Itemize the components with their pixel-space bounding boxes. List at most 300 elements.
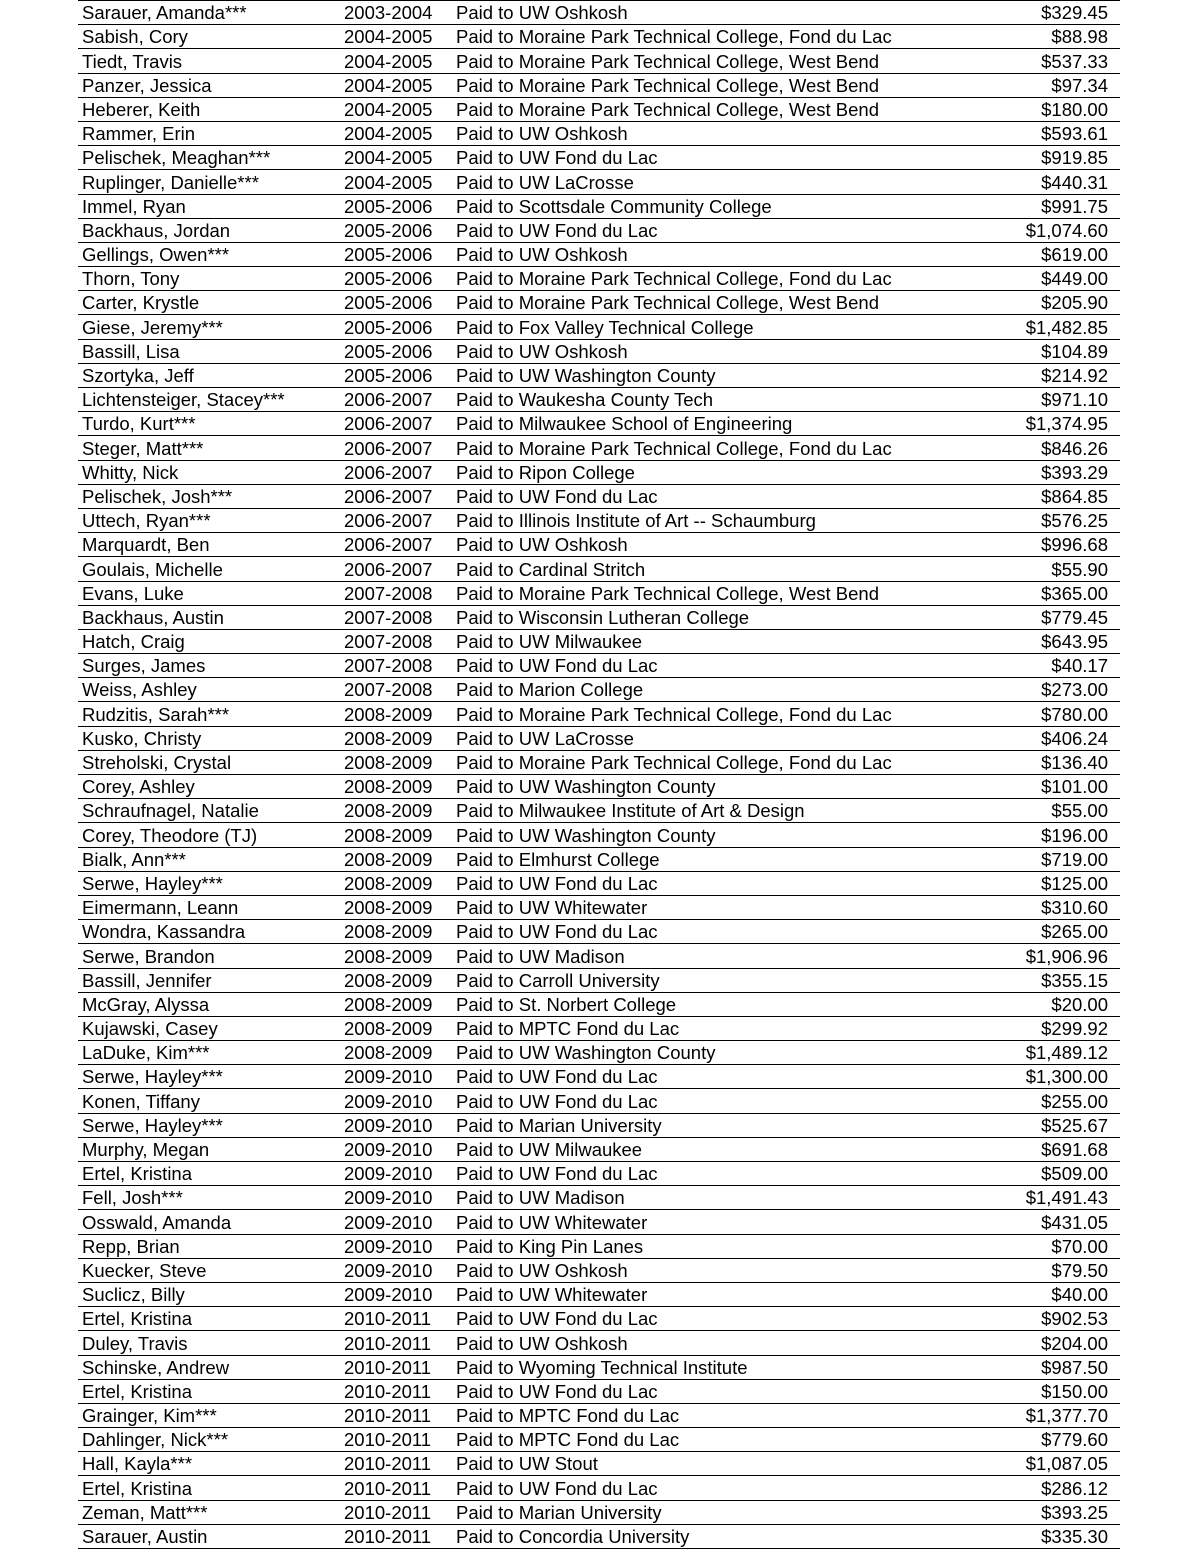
- table-row: [78, 847, 1120, 871]
- payment-amount: $97.34: [976, 73, 1120, 97]
- school-year: 2010-2011: [340, 1355, 452, 1379]
- table-row: [78, 1, 1120, 25]
- table-row: [78, 1379, 1120, 1403]
- payment-description: Paid to UW Oshkosh: [452, 533, 976, 557]
- recipient-name: Grainger, Kim***: [78, 1403, 340, 1427]
- school-year: 2004-2005: [340, 170, 452, 194]
- table-row: [78, 218, 1120, 242]
- table-row: [78, 146, 1120, 170]
- payment-amount: $20.00: [976, 992, 1120, 1016]
- table-row: [78, 267, 1120, 291]
- recipient-name: Panzer, Jessica: [78, 73, 340, 97]
- table-row: [78, 291, 1120, 315]
- payment-description: Paid to UW Fond du Lac: [452, 218, 976, 242]
- table-row: [78, 1210, 1120, 1234]
- payment-description: Paid to UW Washington County: [452, 823, 976, 847]
- payment-amount: $355.15: [976, 968, 1120, 992]
- recipient-name: Steger, Matt***: [78, 436, 340, 460]
- payment-amount: $286.12: [976, 1476, 1120, 1500]
- payment-amount: $310.60: [976, 895, 1120, 919]
- payment-amount: $691.68: [976, 1137, 1120, 1161]
- payment-amount: $1,482.85: [976, 315, 1120, 339]
- payment-amount: $273.00: [976, 678, 1120, 702]
- payment-description: Paid to Moraine Park Technical College, West Bend: [452, 291, 976, 315]
- table-row: [78, 315, 1120, 339]
- table-row: [78, 484, 1120, 508]
- payment-amount: $996.68: [976, 533, 1120, 557]
- recipient-name: Konen, Tiffany: [78, 1089, 340, 1113]
- table-row: [78, 170, 1120, 194]
- recipient-name: Bassill, Jennifer: [78, 968, 340, 992]
- payment-description: Paid to UW Whitewater: [452, 895, 976, 919]
- recipient-name: Surges, James: [78, 654, 340, 678]
- school-year: 2006-2007: [340, 484, 452, 508]
- recipient-name: Serwe, Brandon: [78, 944, 340, 968]
- school-year: 2004-2005: [340, 49, 452, 73]
- table-row: [78, 1282, 1120, 1306]
- school-year: 2008-2009: [340, 799, 452, 823]
- payment-description: Paid to UW Whitewater: [452, 1210, 976, 1234]
- payment-description: Paid to UW Washington County: [452, 1041, 976, 1065]
- payment-amount: $180.00: [976, 97, 1120, 121]
- recipient-name: Kujawski, Casey: [78, 1016, 340, 1040]
- table-row: [78, 1065, 1120, 1089]
- table-row: [78, 1258, 1120, 1282]
- payment-description: Paid to Moraine Park Technical College, West Bend: [452, 581, 976, 605]
- table-row: [78, 97, 1120, 121]
- payment-description: Paid to Moraine Park Technical College, Fond du Lac: [452, 267, 976, 291]
- school-year: 2009-2010: [340, 1089, 452, 1113]
- payment-description: Paid to Wisconsin Lutheran College: [452, 605, 976, 629]
- table-row: [78, 533, 1120, 557]
- payment-description: Paid to UW Fond du Lac: [452, 1089, 976, 1113]
- school-year: 2008-2009: [340, 895, 452, 919]
- recipient-name: Szortyka, Jeff: [78, 363, 340, 387]
- payment-description: Paid to UW Oshkosh: [452, 242, 976, 266]
- payment-amount: $1,374.95: [976, 412, 1120, 436]
- school-year: 2005-2006: [340, 291, 452, 315]
- recipient-name: Bialk, Ann***: [78, 847, 340, 871]
- payment-amount: $1,074.60: [976, 218, 1120, 242]
- table-row: [78, 702, 1120, 726]
- school-year: 2006-2007: [340, 460, 452, 484]
- recipient-name: Dahlinger, Nick***: [78, 1428, 340, 1452]
- payment-description: Paid to Waukesha County Tech: [452, 388, 976, 412]
- payment-amount: $196.00: [976, 823, 1120, 847]
- table-row: [78, 605, 1120, 629]
- recipient-name: Ertel, Kristina: [78, 1379, 340, 1403]
- school-year: 2008-2009: [340, 920, 452, 944]
- recipient-name: Pelischek, Josh***: [78, 484, 340, 508]
- payment-description: Paid to UW Fond du Lac: [452, 1162, 976, 1186]
- school-year: 2010-2011: [340, 1379, 452, 1403]
- recipient-name: Carter, Krystle: [78, 291, 340, 315]
- school-year: 2010-2011: [340, 1500, 452, 1524]
- payment-description: Paid to UW Oshkosh: [452, 121, 976, 145]
- payment-description: Paid to Fox Valley Technical College: [452, 315, 976, 339]
- payment-description: Paid to UW Fond du Lac: [452, 920, 976, 944]
- recipient-name: Hatch, Craig: [78, 629, 340, 653]
- school-year: 2006-2007: [340, 412, 452, 436]
- recipient-name: Serwe, Hayley***: [78, 1065, 340, 1089]
- school-year: 2008-2009: [340, 1041, 452, 1065]
- school-year: 2005-2006: [340, 339, 452, 363]
- school-year: 2009-2010: [340, 1113, 452, 1137]
- table-row: [78, 557, 1120, 581]
- payment-amount: $329.45: [976, 1, 1120, 25]
- recipient-name: Uttech, Ryan***: [78, 508, 340, 532]
- school-year: 2008-2009: [340, 871, 452, 895]
- school-year: 2004-2005: [340, 25, 452, 49]
- recipient-name: Heberer, Keith: [78, 97, 340, 121]
- recipient-name: Rammer, Erin: [78, 121, 340, 145]
- payment-amount: $864.85: [976, 484, 1120, 508]
- payment-amount: $70.00: [976, 1234, 1120, 1258]
- school-year: 2006-2007: [340, 508, 452, 532]
- payment-description: Paid to Moraine Park Technical College, West Bend: [452, 73, 976, 97]
- school-year: 2005-2006: [340, 315, 452, 339]
- table-row: [78, 508, 1120, 532]
- school-year: 2007-2008: [340, 581, 452, 605]
- payment-amount: $1,377.70: [976, 1403, 1120, 1427]
- school-year: 2008-2009: [340, 775, 452, 799]
- table-row: [78, 799, 1120, 823]
- school-year: 2010-2011: [340, 1331, 452, 1355]
- school-year: 2009-2010: [340, 1258, 452, 1282]
- table-row: [78, 412, 1120, 436]
- recipient-name: Gellings, Owen***: [78, 242, 340, 266]
- payment-description: Paid to Scottsdale Community College: [452, 194, 976, 218]
- table-row: [78, 1041, 1120, 1065]
- payment-amount: $365.00: [976, 581, 1120, 605]
- recipient-name: Ertel, Kristina: [78, 1307, 340, 1331]
- payment-description: Paid to UW Fond du Lac: [452, 871, 976, 895]
- payment-amount: $643.95: [976, 629, 1120, 653]
- payment-description: Paid to UW Fond du Lac: [452, 1476, 976, 1500]
- recipient-name: Giese, Jeremy***: [78, 315, 340, 339]
- recipient-name: Lichtensteiger, Stacey***: [78, 388, 340, 412]
- school-year: 2007-2008: [340, 654, 452, 678]
- payment-description: Paid to UW LaCrosse: [452, 170, 976, 194]
- recipient-name: Sabish, Cory: [78, 25, 340, 49]
- payment-description: Paid to MPTC Fond du Lac: [452, 1016, 976, 1040]
- recipient-name: Evans, Luke: [78, 581, 340, 605]
- recipient-name: Turdo, Kurt***: [78, 412, 340, 436]
- table-row: [78, 726, 1120, 750]
- payment-description: Paid to Marian University: [452, 1113, 976, 1137]
- payment-amount: $902.53: [976, 1307, 1120, 1331]
- school-year: 2004-2005: [340, 97, 452, 121]
- recipient-name: Tiedt, Travis: [78, 49, 340, 73]
- school-year: 2005-2006: [340, 267, 452, 291]
- payment-description: Paid to Marion College: [452, 678, 976, 702]
- payment-description: Paid to UW Oshkosh: [452, 1331, 976, 1355]
- payment-amount: $449.00: [976, 267, 1120, 291]
- payment-amount: $537.33: [976, 49, 1120, 73]
- table-row: [78, 775, 1120, 799]
- school-year: 2004-2005: [340, 121, 452, 145]
- table-row: [78, 388, 1120, 412]
- payment-description: Paid to Milwaukee Institute of Art & Design: [452, 799, 976, 823]
- table-row: [78, 194, 1120, 218]
- school-year: 2008-2009: [340, 968, 452, 992]
- payment-description: Paid to Moraine Park Technical College, Fond du Lac: [452, 702, 976, 726]
- payment-amount: $125.00: [976, 871, 1120, 895]
- payment-amount: $991.75: [976, 194, 1120, 218]
- payment-amount: $1,491.43: [976, 1186, 1120, 1210]
- recipient-name: Schinske, Andrew: [78, 1355, 340, 1379]
- payment-description: Paid to UW Oshkosh: [452, 1258, 976, 1282]
- payment-amount: $55.00: [976, 799, 1120, 823]
- school-year: 2009-2010: [340, 1065, 452, 1089]
- payment-description: Paid to UW Oshkosh: [452, 1, 976, 25]
- table-row: [78, 1500, 1120, 1524]
- recipient-name: Suclicz, Billy: [78, 1282, 340, 1306]
- table-row: [78, 1162, 1120, 1186]
- table-row: [78, 363, 1120, 387]
- payment-amount: $88.98: [976, 25, 1120, 49]
- payment-description: Paid to UW Stout: [452, 1452, 976, 1476]
- payment-description: Paid to Moraine Park Technical College, Fond du Lac: [452, 25, 976, 49]
- payment-amount: $593.61: [976, 121, 1120, 145]
- table-row: [78, 750, 1120, 774]
- payment-amount: $205.90: [976, 291, 1120, 315]
- payment-amount: $150.00: [976, 1379, 1120, 1403]
- payment-description: Paid to UW Washington County: [452, 775, 976, 799]
- school-year: 2010-2011: [340, 1428, 452, 1452]
- payment-description: Paid to UW Washington County: [452, 363, 976, 387]
- payment-description: Paid to Carroll University: [452, 968, 976, 992]
- school-year: 2007-2008: [340, 678, 452, 702]
- school-year: 2008-2009: [340, 944, 452, 968]
- table-row: [78, 436, 1120, 460]
- payment-description: Paid to Moraine Park Technical College, West Bend: [452, 97, 976, 121]
- table-row: [78, 678, 1120, 702]
- table-row: [78, 460, 1120, 484]
- payment-amount: $79.50: [976, 1258, 1120, 1282]
- recipient-name: Serwe, Hayley***: [78, 871, 340, 895]
- recipient-name: Bassill, Lisa: [78, 339, 340, 363]
- school-year: 2009-2010: [340, 1282, 452, 1306]
- payment-amount: $406.24: [976, 726, 1120, 750]
- school-year: 2007-2008: [340, 629, 452, 653]
- recipient-name: Rudzitis, Sarah***: [78, 702, 340, 726]
- table-row: [78, 629, 1120, 653]
- recipient-name: Corey, Theodore (TJ): [78, 823, 340, 847]
- table-row: [78, 581, 1120, 605]
- recipient-name: Backhaus, Jordan: [78, 218, 340, 242]
- payment-amount: $779.45: [976, 605, 1120, 629]
- payment-amount: $919.85: [976, 146, 1120, 170]
- school-year: 2004-2005: [340, 146, 452, 170]
- recipient-name: Murphy, Megan: [78, 1137, 340, 1161]
- payment-description: Paid to St. Norbert College: [452, 992, 976, 1016]
- payment-amount: $393.25: [976, 1500, 1120, 1524]
- table-row: [78, 823, 1120, 847]
- payment-description: Paid to Milwaukee School of Engineering: [452, 412, 976, 436]
- school-year: 2009-2010: [340, 1137, 452, 1161]
- recipient-name: Kuecker, Steve: [78, 1258, 340, 1282]
- table-row: [78, 1089, 1120, 1113]
- payment-amount: $214.92: [976, 363, 1120, 387]
- payment-description: Paid to Moraine Park Technical College, West Bend: [452, 49, 976, 73]
- recipient-name: Serwe, Hayley***: [78, 1113, 340, 1137]
- school-year: 2006-2007: [340, 533, 452, 557]
- recipient-name: Corey, Ashley: [78, 775, 340, 799]
- payment-amount: $440.31: [976, 170, 1120, 194]
- payment-description: Paid to UW Madison: [452, 1186, 976, 1210]
- table-row: [78, 1137, 1120, 1161]
- school-year: 2007-2008: [340, 605, 452, 629]
- table-row: [78, 1016, 1120, 1040]
- table-row: [78, 920, 1120, 944]
- payment-amount: $525.67: [976, 1113, 1120, 1137]
- payment-amount: $55.90: [976, 557, 1120, 581]
- table-row: [78, 1234, 1120, 1258]
- table-row: [78, 654, 1120, 678]
- recipient-name: Repp, Brian: [78, 1234, 340, 1258]
- table-row: [78, 1186, 1120, 1210]
- recipient-name: Immel, Ryan: [78, 194, 340, 218]
- payment-description: Paid to UW Madison: [452, 944, 976, 968]
- payment-description: Paid to Wyoming Technical Institute: [452, 1355, 976, 1379]
- recipient-name: Osswald, Amanda: [78, 1210, 340, 1234]
- school-year: 2010-2011: [340, 1476, 452, 1500]
- table-row: [78, 1355, 1120, 1379]
- table-row: [78, 1476, 1120, 1500]
- payment-description: Paid to MPTC Fond du Lac: [452, 1428, 976, 1452]
- school-year: 2004-2005: [340, 73, 452, 97]
- school-year: 2008-2009: [340, 726, 452, 750]
- table-row: [78, 49, 1120, 73]
- table-row: [78, 1113, 1120, 1137]
- recipient-name: Ertel, Kristina: [78, 1476, 340, 1500]
- payment-description: Paid to Marian University: [452, 1500, 976, 1524]
- payment-description: Paid to Illinois Institute of Art -- Schaumburg: [452, 508, 976, 532]
- recipient-name: Zeman, Matt***: [78, 1500, 340, 1524]
- table-row: [78, 871, 1120, 895]
- school-year: 2005-2006: [340, 363, 452, 387]
- recipient-name: Marquardt, Ben: [78, 533, 340, 557]
- payment-description: Paid to King Pin Lanes: [452, 1234, 976, 1258]
- recipient-name: Weiss, Ashley: [78, 678, 340, 702]
- payment-description: Paid to Moraine Park Technical College, Fond du Lac: [452, 436, 976, 460]
- payment-amount: $335.30: [976, 1524, 1120, 1548]
- recipient-name: Fell, Josh***: [78, 1186, 340, 1210]
- payment-amount: $431.05: [976, 1210, 1120, 1234]
- payment-description: Paid to UW Fond du Lac: [452, 654, 976, 678]
- recipient-name: Eimermann, Leann: [78, 895, 340, 919]
- school-year: 2005-2006: [340, 194, 452, 218]
- recipient-name: Pelischek, Meaghan***: [78, 146, 340, 170]
- school-year: 2009-2010: [340, 1210, 452, 1234]
- school-year: 2006-2007: [340, 436, 452, 460]
- school-year: 2008-2009: [340, 750, 452, 774]
- payment-amount: $255.00: [976, 1089, 1120, 1113]
- table-row: [78, 1452, 1120, 1476]
- school-year: 2005-2006: [340, 242, 452, 266]
- school-year: 2009-2010: [340, 1162, 452, 1186]
- table-row: [78, 242, 1120, 266]
- recipient-name: Ertel, Kristina: [78, 1162, 340, 1186]
- payment-amount: $1,906.96: [976, 944, 1120, 968]
- table-row: [78, 895, 1120, 919]
- payment-amount: $846.26: [976, 436, 1120, 460]
- payment-description: Paid to UW Milwaukee: [452, 1137, 976, 1161]
- school-year: 2010-2011: [340, 1452, 452, 1476]
- payment-description: Paid to UW LaCrosse: [452, 726, 976, 750]
- payment-amount: $576.25: [976, 508, 1120, 532]
- payment-description: Paid to Ripon College: [452, 460, 976, 484]
- recipient-name: Thorn, Tony: [78, 267, 340, 291]
- table-row: [78, 992, 1120, 1016]
- recipient-name: LaDuke, Kim***: [78, 1041, 340, 1065]
- school-year: 2008-2009: [340, 702, 452, 726]
- table-row: [78, 73, 1120, 97]
- recipient-name: Kusko, Christy: [78, 726, 340, 750]
- payment-amount: $1,087.05: [976, 1452, 1120, 1476]
- recipient-name: Sarauer, Amanda***: [78, 1, 340, 25]
- school-year: 2005-2006: [340, 218, 452, 242]
- table-row: [78, 968, 1120, 992]
- recipient-name: Whitty, Nick: [78, 460, 340, 484]
- payment-description: Paid to UW Oshkosh: [452, 339, 976, 363]
- payment-amount: $40.00: [976, 1282, 1120, 1306]
- payment-amount: $509.00: [976, 1162, 1120, 1186]
- school-year: 2003-2004: [340, 1, 452, 25]
- payment-amount: $971.10: [976, 388, 1120, 412]
- recipient-name: McGray, Alyssa: [78, 992, 340, 1016]
- payment-amount: $1,489.12: [976, 1041, 1120, 1065]
- payment-amount: $719.00: [976, 847, 1120, 871]
- payments-table-body: [78, 1, 1120, 1549]
- recipient-name: Hall, Kayla***: [78, 1452, 340, 1476]
- table-row: [78, 1307, 1120, 1331]
- payment-description: Paid to Concordia University: [452, 1524, 976, 1548]
- payment-description: Paid to Cardinal Stritch: [452, 557, 976, 581]
- payment-description: Paid to UW Fond du Lac: [452, 1379, 976, 1403]
- school-year: 2009-2010: [340, 1234, 452, 1258]
- table-row: [78, 1524, 1120, 1548]
- school-year: 2010-2011: [340, 1524, 452, 1548]
- payment-description: Paid to UW Whitewater: [452, 1282, 976, 1306]
- table-row: [78, 121, 1120, 145]
- recipient-name: Wondra, Kassandra: [78, 920, 340, 944]
- school-year: 2006-2007: [340, 557, 452, 581]
- payment-description: Paid to UW Milwaukee: [452, 629, 976, 653]
- recipient-name: Schraufnagel, Natalie: [78, 799, 340, 823]
- school-year: 2006-2007: [340, 388, 452, 412]
- payment-amount: $393.29: [976, 460, 1120, 484]
- recipient-name: Backhaus, Austin: [78, 605, 340, 629]
- payment-amount: $40.17: [976, 654, 1120, 678]
- payment-description: Paid to UW Fond du Lac: [452, 146, 976, 170]
- payment-description: Paid to UW Fond du Lac: [452, 1065, 976, 1089]
- table-row: [78, 1331, 1120, 1355]
- scholarship-ledger: [78, 0, 1120, 1549]
- payment-description: Paid to UW Fond du Lac: [452, 1307, 976, 1331]
- school-year: 2008-2009: [340, 992, 452, 1016]
- table-row: [78, 944, 1120, 968]
- payment-amount: $204.00: [976, 1331, 1120, 1355]
- recipient-name: Goulais, Michelle: [78, 557, 340, 581]
- payment-amount: $101.00: [976, 775, 1120, 799]
- table-row: [78, 1428, 1120, 1452]
- payment-amount: $987.50: [976, 1355, 1120, 1379]
- recipient-name: Duley, Travis: [78, 1331, 340, 1355]
- school-year: 2010-2011: [340, 1403, 452, 1427]
- school-year: 2008-2009: [340, 1016, 452, 1040]
